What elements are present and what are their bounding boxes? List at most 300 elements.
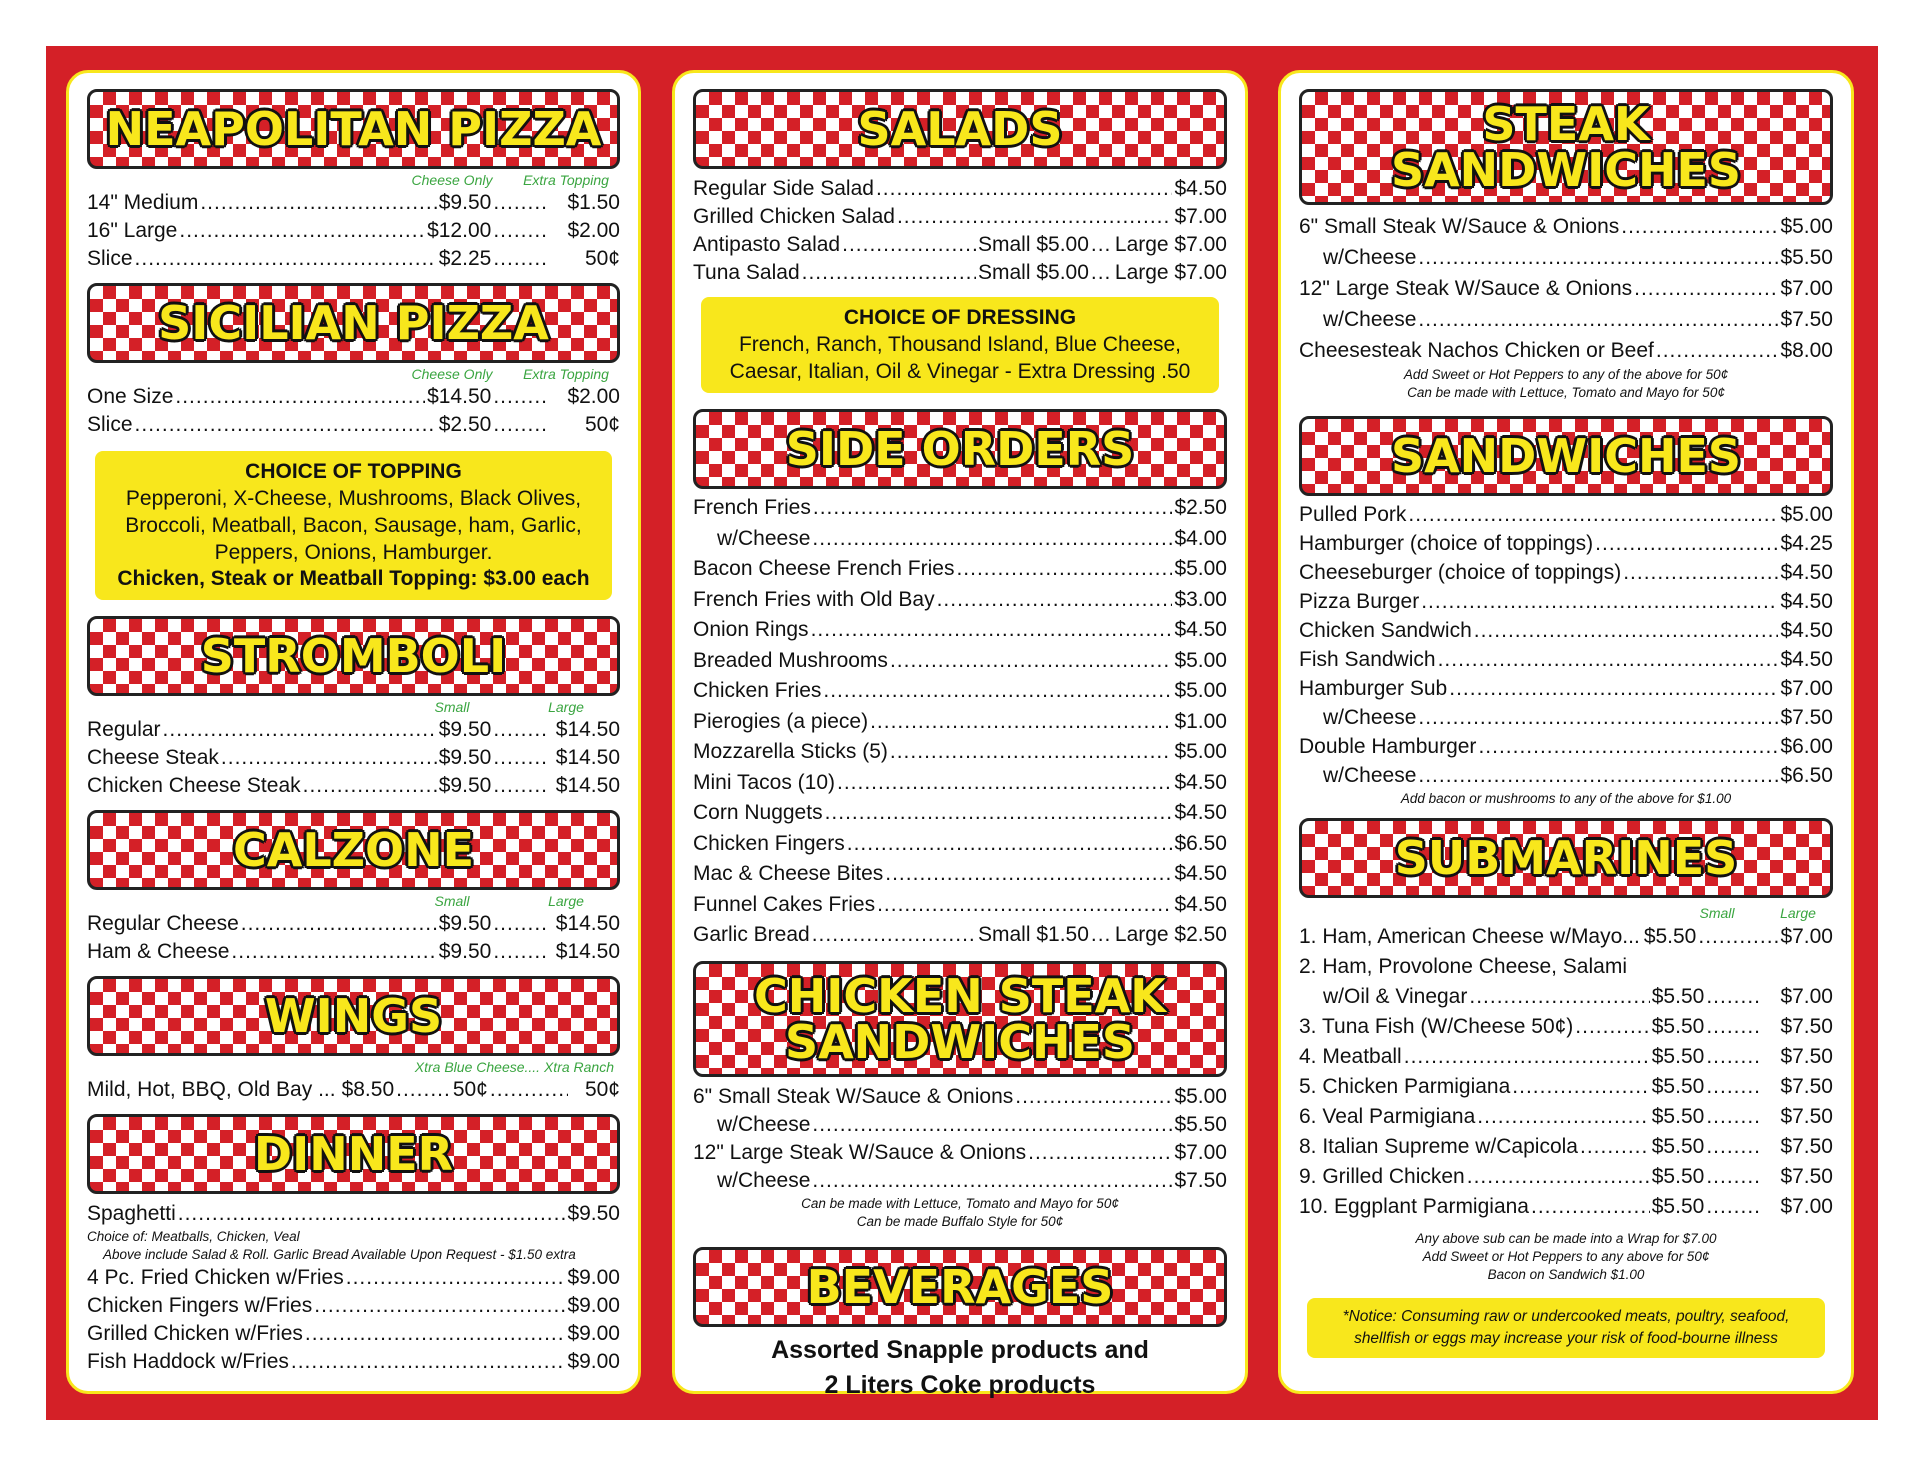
item-price-first: $9.50 xyxy=(438,746,492,769)
col-header-small: Small xyxy=(434,893,470,909)
col-header-cheese: Cheese Only xyxy=(411,172,493,188)
item-price: $9.00 xyxy=(567,1322,620,1345)
item-name: Regular xyxy=(87,718,161,741)
col-header-topping: Extra Topping xyxy=(523,366,609,382)
item-name: 5. Chicken Parmigiana xyxy=(1299,1075,1511,1098)
item-name: w/Cheese xyxy=(1323,246,1417,269)
item-name: 12" Large Steak W/Sauce & Onions xyxy=(693,1140,1027,1164)
item-name: Funnel Cakes Fries xyxy=(693,892,876,916)
menu-item-row xyxy=(87,1264,620,1292)
col-header-small: Small xyxy=(1699,905,1735,921)
submarines-note: Add Sweet or Hot Peppers to any above for 50¢ xyxy=(1422,1249,1710,1264)
topping-line: Peppers, Onions, Hamburger. xyxy=(214,541,493,564)
col-header-small: Small xyxy=(434,699,470,715)
item-name: Ham & Cheese xyxy=(87,940,230,963)
item-name: w/Cheese xyxy=(717,1112,811,1136)
submarines-title: SUBMARINES xyxy=(1394,831,1738,885)
item-name: Bacon Cheese French Fries xyxy=(693,557,955,580)
menu-item-row xyxy=(87,1320,620,1348)
item-price: $8.50 xyxy=(341,1078,395,1101)
banner-title-line: CHICKEN STEAK xyxy=(754,968,1166,1023)
item-price-first: $5.50 xyxy=(1651,1165,1705,1188)
menu-item-row xyxy=(693,737,1227,768)
menu-item-row xyxy=(87,1292,620,1320)
item-price: $6.00 xyxy=(1780,735,1833,758)
menu-item-row xyxy=(693,493,1227,524)
item-price-second: $7.50 xyxy=(1780,1105,1833,1128)
item-name: 6" Small Steak W/Sauce & Onions xyxy=(693,1084,1014,1108)
item-price: $4.50 xyxy=(1780,619,1833,642)
col-header-topping: Extra Topping xyxy=(523,172,609,188)
side-orders-list xyxy=(693,493,1227,920)
menu-column-right xyxy=(1278,70,1854,1394)
item-name: 8. Italian Supreme w/Capicola xyxy=(1299,1135,1578,1158)
item-price-first: $2.25 xyxy=(438,247,492,270)
item-price-large: $7.00 xyxy=(1780,925,1833,948)
item-price: $9.00 xyxy=(567,1266,620,1289)
item-price-second: $2.00 xyxy=(567,219,620,242)
item-name: Regular Side Salad xyxy=(693,177,874,200)
item-name: w/Oil & Vinegar xyxy=(1323,985,1468,1008)
steak-title xyxy=(1390,97,1742,197)
item-price: $7.00 xyxy=(1174,205,1227,228)
item-price-first: $2.50 xyxy=(438,413,492,436)
menu-item-row xyxy=(1299,529,1833,558)
menu-item-row xyxy=(1299,982,1833,1012)
item-name: Corn Nuggets xyxy=(693,801,823,824)
item-name: Pierogies (a piece) xyxy=(693,709,869,733)
item-name: Cheeseburger (choice of toppings) xyxy=(1299,561,1622,584)
menu-item-row xyxy=(1299,335,1833,366)
item-price-second: $7.50 xyxy=(1780,1165,1833,1188)
menu-item-row xyxy=(693,259,1227,287)
item-price-small: Small $5.00 xyxy=(977,233,1089,256)
item-price: $7.00 xyxy=(1174,1140,1227,1164)
menu-column-middle xyxy=(672,70,1248,1399)
item-price: $7.00 xyxy=(1780,277,1833,300)
item-name: Antipasto Salad xyxy=(693,233,841,256)
item-price: $9.00 xyxy=(567,1350,620,1373)
sandwiches-banner xyxy=(1299,416,1833,496)
item-price-second: $14.50 xyxy=(555,718,620,741)
chicken-steak-list xyxy=(693,1083,1227,1195)
menu-item-row xyxy=(1299,1042,1833,1072)
menu-column-left xyxy=(66,70,641,1394)
item-price: $5.00 xyxy=(1174,557,1227,580)
item-name: 6. Veal Parmigiana xyxy=(1299,1105,1476,1128)
menu-item-row xyxy=(1299,1072,1833,1102)
menu-item-row xyxy=(693,768,1227,799)
neapolitan-list xyxy=(87,189,620,273)
submarines-price-headers xyxy=(1299,904,1833,922)
item-name: Slice xyxy=(87,247,133,270)
wings-title: WINGS xyxy=(264,989,443,1043)
topping-line: Pepperoni, X-Cheese, Mushrooms, Black Olives, xyxy=(125,487,582,510)
menu-item-row xyxy=(1299,242,1833,273)
steak-banner xyxy=(1299,89,1833,205)
menu-item-row xyxy=(1299,1192,1833,1222)
item-price-second: $7.00 xyxy=(1780,1195,1833,1218)
item-price: $4.00 xyxy=(1174,526,1227,550)
menu-item-row xyxy=(87,217,620,245)
banner-title-line: SANDWICHES xyxy=(784,1014,1136,1069)
item-price-first: $9.50 xyxy=(438,912,492,935)
wings-price-headers xyxy=(87,1058,620,1076)
topping-box xyxy=(95,451,612,600)
dressing-line: Caesar, Italian, Oil & Vinegar - Extra Dressing .50 xyxy=(729,360,1191,383)
item-price: $4.50 xyxy=(1174,618,1227,641)
menu-item-row xyxy=(1299,952,1833,982)
item-price-first: $5.50 xyxy=(1651,985,1705,1008)
item-price: $8.00 xyxy=(1780,339,1833,362)
sandwiches-list xyxy=(1299,500,1833,790)
item-name: Chicken Sandwich xyxy=(1299,619,1472,642)
item-price: $5.00 xyxy=(1174,679,1227,702)
item-price-large: Large $2.50 xyxy=(1114,923,1227,946)
menu-item-row xyxy=(693,1111,1227,1139)
item-price-small: Small $5.00 xyxy=(977,261,1089,284)
item-price-first: $5.50 xyxy=(1651,1045,1705,1068)
menu-item-row xyxy=(87,411,620,439)
chicken-steak-banner xyxy=(693,961,1227,1077)
item-name: 9. Grilled Chicken xyxy=(1299,1165,1465,1188)
item-price-first: $9.50 xyxy=(438,940,492,963)
submarines-list xyxy=(1299,982,1833,1222)
item-price: $4.50 xyxy=(1174,862,1227,885)
item-price-second: $1.50 xyxy=(567,191,620,214)
menu-item-row xyxy=(693,920,1227,951)
menu-item-row xyxy=(87,383,620,411)
menu-item-row xyxy=(693,890,1227,921)
item-price-second: $7.50 xyxy=(1780,1075,1833,1098)
item-name: One Size xyxy=(87,385,174,408)
stromboli-banner xyxy=(87,616,620,696)
menu-item-row xyxy=(87,744,620,772)
menu-item-row xyxy=(693,859,1227,890)
item-name: w/Cheese xyxy=(1323,764,1417,787)
item-price-first: $14.50 xyxy=(427,385,492,408)
item-name: 6" Small Steak W/Sauce & Onions xyxy=(1299,215,1620,238)
item-price-second: $14.50 xyxy=(555,746,620,769)
menu-item-row xyxy=(87,910,620,938)
item-name: Regular Cheese xyxy=(87,912,239,935)
item-name: French Fries with Old Bay xyxy=(693,587,935,611)
item-price: $4.50 xyxy=(1780,590,1833,613)
dinner-title: DINNER xyxy=(253,1127,454,1181)
item-name: Pizza Burger xyxy=(1299,590,1420,613)
steak-list xyxy=(1299,211,1833,366)
chicken-steak-note: Can be made with Lettuce, Tomato and Mayo for 50¢ xyxy=(801,1195,1119,1211)
salads-title: SALADS xyxy=(857,102,1063,156)
neapolitan-banner xyxy=(87,89,620,169)
neapolitan-price-headers xyxy=(87,171,620,189)
item-name: Chicken Cheese Steak xyxy=(87,774,301,797)
chicken-steak-note: Can be made Buffalo Style for 50¢ xyxy=(856,1213,1064,1229)
banner-title-line: STEAK xyxy=(1482,97,1650,151)
item-name: 10. Eggplant Parmigiana xyxy=(1299,1195,1529,1218)
item-price: $9.00 xyxy=(567,1294,620,1317)
wings-banner xyxy=(87,976,620,1056)
calzone-title: CALZONE xyxy=(232,823,475,877)
dinner-banner xyxy=(87,1114,620,1194)
item-price: $5.00 xyxy=(1174,1084,1227,1108)
item-price: $9.50 xyxy=(567,1202,620,1225)
item-price: $4.50 xyxy=(1174,892,1227,916)
item-name: Fish Sandwich xyxy=(1299,648,1436,671)
item-price-second: $7.50 xyxy=(1780,1015,1833,1038)
item-name: 3. Tuna Fish (W/Cheese 50¢) xyxy=(1299,1015,1574,1038)
menu-item-row xyxy=(87,1348,620,1376)
item-price-second: $7.50 xyxy=(1780,1045,1833,1068)
item-name: w/Cheese xyxy=(717,526,811,550)
menu-background xyxy=(46,46,1878,1420)
topping-extra-price: Chicken, Steak or Meatball Topping: $3.00 each xyxy=(117,567,590,590)
menu-item-row xyxy=(693,1139,1227,1167)
sicilian-banner xyxy=(87,283,620,363)
item-name: Cheese Steak xyxy=(87,746,219,769)
stromboli-list xyxy=(87,716,620,800)
menu-item-row xyxy=(87,1200,620,1228)
sicilian-price-headers xyxy=(87,365,620,383)
chicken-steak-title xyxy=(754,968,1166,1069)
beverages-line: Assorted Snapple products and xyxy=(771,1335,1149,1364)
banner-title-line: SANDWICHES xyxy=(1390,143,1742,197)
sandwiches-title: SANDWICHES xyxy=(1390,429,1742,483)
item-name: 4 Pc. Fried Chicken w/Fries xyxy=(87,1266,344,1289)
item-price: $7.50 xyxy=(1174,1168,1227,1192)
salads-banner xyxy=(693,89,1227,169)
menu-item-row xyxy=(693,646,1227,677)
item-price: $5.50 xyxy=(1174,1112,1227,1136)
item-price-small: Small $1.50 xyxy=(977,923,1089,946)
item-price-first: $12.00 xyxy=(427,219,492,242)
stromboli-title: STROMBOLI xyxy=(200,629,507,683)
item-name: Mac & Cheese Bites xyxy=(693,862,884,885)
menu-item-row xyxy=(693,554,1227,585)
item-price: $4.50 xyxy=(1780,648,1833,671)
item-name: Mozzarella Sticks (5) xyxy=(693,740,888,763)
item-name: Pulled Pork xyxy=(1299,503,1407,526)
menu-item-row xyxy=(1299,587,1833,616)
item-name: 1. Ham, American Cheese w/Mayo... xyxy=(1299,925,1640,948)
item-price-first: $5.50 xyxy=(1651,1105,1705,1128)
item-price: $2.50 xyxy=(1174,496,1227,519)
menu-item-row xyxy=(693,175,1227,203)
steak-note: Can be made with Lettuce, Tomato and Mayo for 50¢ xyxy=(1407,385,1725,400)
item-price: $6.50 xyxy=(1780,764,1833,787)
item-name: Mild, Hot, BBQ, Old Bay ... xyxy=(87,1078,336,1101)
item-price-second: $14.50 xyxy=(555,774,620,797)
item-price: $5.50 xyxy=(1780,246,1833,269)
menu-item-row xyxy=(87,938,620,966)
item-price-large: Large $7.00 xyxy=(1114,233,1227,256)
wings-extras-header: Xtra Blue Cheese.... Xtra Ranch xyxy=(414,1059,614,1075)
beverages-title: BEVERAGES xyxy=(806,1259,1114,1314)
menu-item-row xyxy=(693,676,1227,707)
menu-item-row xyxy=(87,245,620,273)
item-name: Hamburger (choice of toppings) xyxy=(1299,532,1594,555)
col-header-large: Large xyxy=(1780,905,1816,921)
side-orders-title: SIDE ORDERS xyxy=(785,422,1135,476)
menu-item-row xyxy=(1299,1012,1833,1042)
item-price: $6.50 xyxy=(1174,831,1227,855)
calzone-list xyxy=(87,910,620,966)
item-name: 4. Meatball xyxy=(1299,1045,1402,1068)
menu-item-row xyxy=(1299,703,1833,732)
submarines-note: Any above sub can be made into a Wrap for $7.00 xyxy=(1415,1231,1717,1246)
item-name: Spaghetti xyxy=(87,1202,176,1225)
item-name: French Fries xyxy=(693,496,811,519)
item-price: $4.50 xyxy=(1780,561,1833,584)
menu-item-row xyxy=(693,615,1227,646)
item-price-small: $5.50 xyxy=(1643,925,1697,948)
item-name: Chicken Fingers w/Fries xyxy=(87,1294,313,1317)
menu-item-row xyxy=(1299,211,1833,242)
item-name: Garlic Bread xyxy=(693,923,810,946)
notice-line: shellfish or eggs may increase your risk of food-bourne illness xyxy=(1354,1330,1778,1347)
item-name: Chicken Fries xyxy=(693,679,822,702)
item-price-extra-ranch: 50¢ xyxy=(584,1078,620,1101)
menu-item-row xyxy=(1299,1132,1833,1162)
sicilian-title: SICILIAN PIZZA xyxy=(158,296,549,350)
item-price: $5.00 xyxy=(1174,648,1227,672)
calzone-banner xyxy=(87,810,620,890)
item-price-second: $7.50 xyxy=(1780,1135,1833,1158)
item-price: $4.50 xyxy=(1174,770,1227,794)
item-price: $5.00 xyxy=(1780,503,1833,526)
dinner-note: Choice of: Meatballs, Chicken, Veal xyxy=(87,1229,300,1244)
item-price-first: $5.50 xyxy=(1651,1135,1705,1158)
item-price-second: 50¢ xyxy=(584,247,620,270)
menu-item-row xyxy=(1299,500,1833,529)
menu-item-row xyxy=(1299,1162,1833,1192)
food-safety-notice xyxy=(1307,1298,1825,1358)
item-price: $1.00 xyxy=(1174,709,1227,733)
menu-item-row xyxy=(1299,616,1833,645)
item-name: Grilled Chicken Salad xyxy=(693,205,895,228)
dressing-box xyxy=(701,297,1219,393)
item-name: w/Cheese xyxy=(1323,706,1417,729)
salads-two-size-list xyxy=(693,231,1227,287)
menu-item-row xyxy=(1299,645,1833,674)
topping-box-title: CHOICE OF TOPPING xyxy=(245,460,462,483)
item-price-second: $14.50 xyxy=(555,940,620,963)
item-price-second: $7.00 xyxy=(1780,985,1833,1008)
steak-note: Add Sweet or Hot Peppers to any of the above for 50¢ xyxy=(1403,367,1729,382)
salads-list xyxy=(693,175,1227,231)
item-price-large: Large $7.00 xyxy=(1114,261,1227,284)
menu-item-row xyxy=(1299,304,1833,335)
calzone-price-headers xyxy=(87,892,620,910)
beverages-line: 2 Liters Coke products xyxy=(824,1370,1096,1399)
item-name: 12" Large Steak W/Sauce & Onions xyxy=(1299,277,1633,300)
item-name: Fish Haddock w/Fries xyxy=(87,1350,289,1373)
item-price-first: $9.50 xyxy=(438,718,492,741)
menu-item-row xyxy=(87,1076,620,1104)
item-price-first: $5.50 xyxy=(1651,1015,1705,1038)
col-header-cheese: Cheese Only xyxy=(411,366,493,382)
item-name: 16" Large xyxy=(87,219,178,242)
dinner-note: Above include Salad & Roll. Garlic Bread Available Upon Request - $1.50 extra xyxy=(103,1247,576,1262)
topping-line: Broccoli, Meatball, Bacon, Sausage, ham, Garlic, xyxy=(125,514,582,537)
item-name: w/Cheese xyxy=(717,1168,811,1192)
item-price-second: 50¢ xyxy=(584,413,620,436)
menu-item-row xyxy=(693,798,1227,829)
dressing-box-title: CHOICE OF DRESSING xyxy=(843,306,1077,329)
item-price: $5.00 xyxy=(1174,740,1227,763)
side-orders-banner xyxy=(693,409,1227,489)
menu-item-row xyxy=(693,203,1227,231)
item-name: Slice xyxy=(87,413,133,436)
menu-item-row xyxy=(693,231,1227,259)
item-price-second: $14.50 xyxy=(555,912,620,935)
item-name: Onion Rings xyxy=(693,618,809,641)
menu-item-row xyxy=(693,1167,1227,1195)
dressing-line: French, Ranch, Thousand Island, Blue Cheese, xyxy=(738,333,1182,356)
menu-item-row xyxy=(693,829,1227,860)
item-price: $7.00 xyxy=(1780,677,1833,700)
item-price-extra-blue-cheese: 50¢ xyxy=(452,1078,488,1101)
notice-line: *Notice: Consuming raw or undercooked meats, poultry, seafood, xyxy=(1342,1308,1790,1325)
item-name: Hamburger Sub xyxy=(1299,677,1448,700)
menu-item-row xyxy=(1299,732,1833,761)
menu-item-row xyxy=(1299,1102,1833,1132)
menu-item-row xyxy=(87,772,620,800)
sandwiches-note: Add bacon or mushrooms to any of the above for $1.00 xyxy=(1400,791,1732,806)
menu-item-row xyxy=(1299,922,1833,952)
menu-item-row xyxy=(1299,674,1833,703)
item-name: Chicken Fingers xyxy=(693,831,845,855)
menu-item-row xyxy=(1299,558,1833,587)
menu-item-row xyxy=(87,716,620,744)
item-price-first: $5.50 xyxy=(1651,1195,1705,1218)
item-price-first: $9.50 xyxy=(438,191,492,214)
menu-item-row xyxy=(1299,761,1833,790)
item-name: Double Hamburger xyxy=(1299,735,1477,758)
item-price: $4.50 xyxy=(1174,177,1227,200)
submarines-note: Bacon on Sandwich $1.00 xyxy=(1487,1267,1645,1282)
item-price: $3.00 xyxy=(1174,587,1227,611)
item-name: Breaded Mushrooms xyxy=(693,648,888,672)
item-name: Mini Tacos (10) xyxy=(693,770,835,794)
item-price: $7.50 xyxy=(1780,706,1833,729)
item-price-first: $5.50 xyxy=(1651,1075,1705,1098)
item-name: Grilled Chicken w/Fries xyxy=(87,1322,303,1345)
stromboli-price-headers xyxy=(87,698,620,716)
item-name: Cheesesteak Nachos Chicken or Beef xyxy=(1299,339,1654,362)
item-name: w/Cheese xyxy=(1323,308,1417,331)
menu-item-row xyxy=(693,585,1227,616)
item-price: $7.50 xyxy=(1780,308,1833,331)
dinner-list xyxy=(87,1264,620,1376)
submarines-banner xyxy=(1299,818,1833,898)
item-name: Tuna Salad xyxy=(693,261,800,284)
item-price: $5.00 xyxy=(1780,215,1833,238)
item-name: 14" Medium xyxy=(87,191,199,214)
item-price-second: $2.00 xyxy=(567,385,620,408)
sicilian-list xyxy=(87,383,620,439)
col-header-large: Large xyxy=(548,893,584,909)
item-price-first: $9.50 xyxy=(438,774,492,797)
item-price: $4.50 xyxy=(1174,801,1227,824)
item-price: $4.25 xyxy=(1780,532,1833,555)
col-header-large: Large xyxy=(548,699,584,715)
menu-item-row xyxy=(1299,273,1833,304)
item-name: 2. Ham, Provolone Cheese, Salami xyxy=(1299,955,1627,978)
beverages-banner xyxy=(693,1247,1227,1327)
menu-item-row xyxy=(87,189,620,217)
neapolitan-title: NEAPOLITAN PIZZA xyxy=(105,102,602,156)
